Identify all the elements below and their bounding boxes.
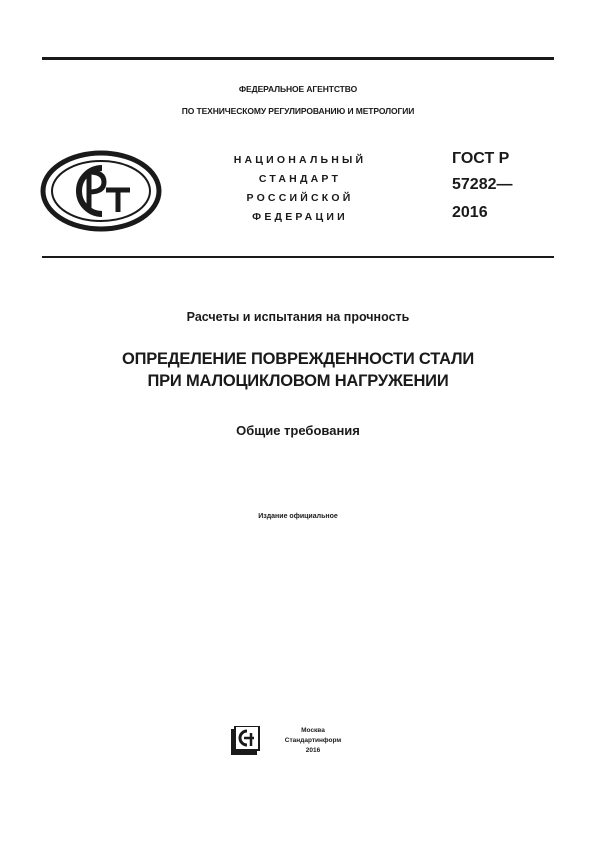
publisher-city: Москва (301, 727, 325, 734)
agency-line-1: ФЕДЕРАЛЬНОЕ АГЕНТСТВО (238, 84, 358, 94)
standartinform-logo-icon (230, 726, 260, 756)
document-title-line-2: ПРИ МАЛОЦИКЛОВОМ НАГРУЖЕНИИ (147, 372, 449, 390)
document-series: Расчеты и испытания на прочность (186, 310, 410, 324)
rst-certification-mark-icon (40, 150, 162, 232)
gost-code-line-2: 57282— (452, 176, 513, 193)
middle-rule (42, 256, 554, 258)
standard-line-3: РОССИЙСКОЙ (246, 192, 354, 204)
standard-line-1: НАЦИОНАЛЬНЫЙ (233, 154, 367, 166)
document-subtitle: Общие требования (236, 423, 360, 438)
gost-code-line-3: 2016 (452, 204, 488, 221)
gost-code-line-1: ГОСТ Р (452, 150, 510, 167)
document-title-line-1: ОПРЕДЕЛЕНИЕ ПОВРЕЖДЕННОСТИ СТАЛИ (121, 350, 475, 368)
publisher-name: Стандартинформ (284, 737, 342, 744)
agency-line-2: ПО ТЕХНИЧЕСКОМУ РЕГУЛИРОВАНИЮ И МЕТРОЛОГИИ (181, 106, 415, 116)
standard-line-2: СТАНДАРТ (258, 173, 342, 185)
edition-note: Издание официальное (258, 513, 338, 520)
publisher-year: 2016 (305, 747, 321, 754)
top-rule (42, 57, 554, 60)
standard-line-4: ФЕДЕРАЦИИ (252, 211, 348, 223)
